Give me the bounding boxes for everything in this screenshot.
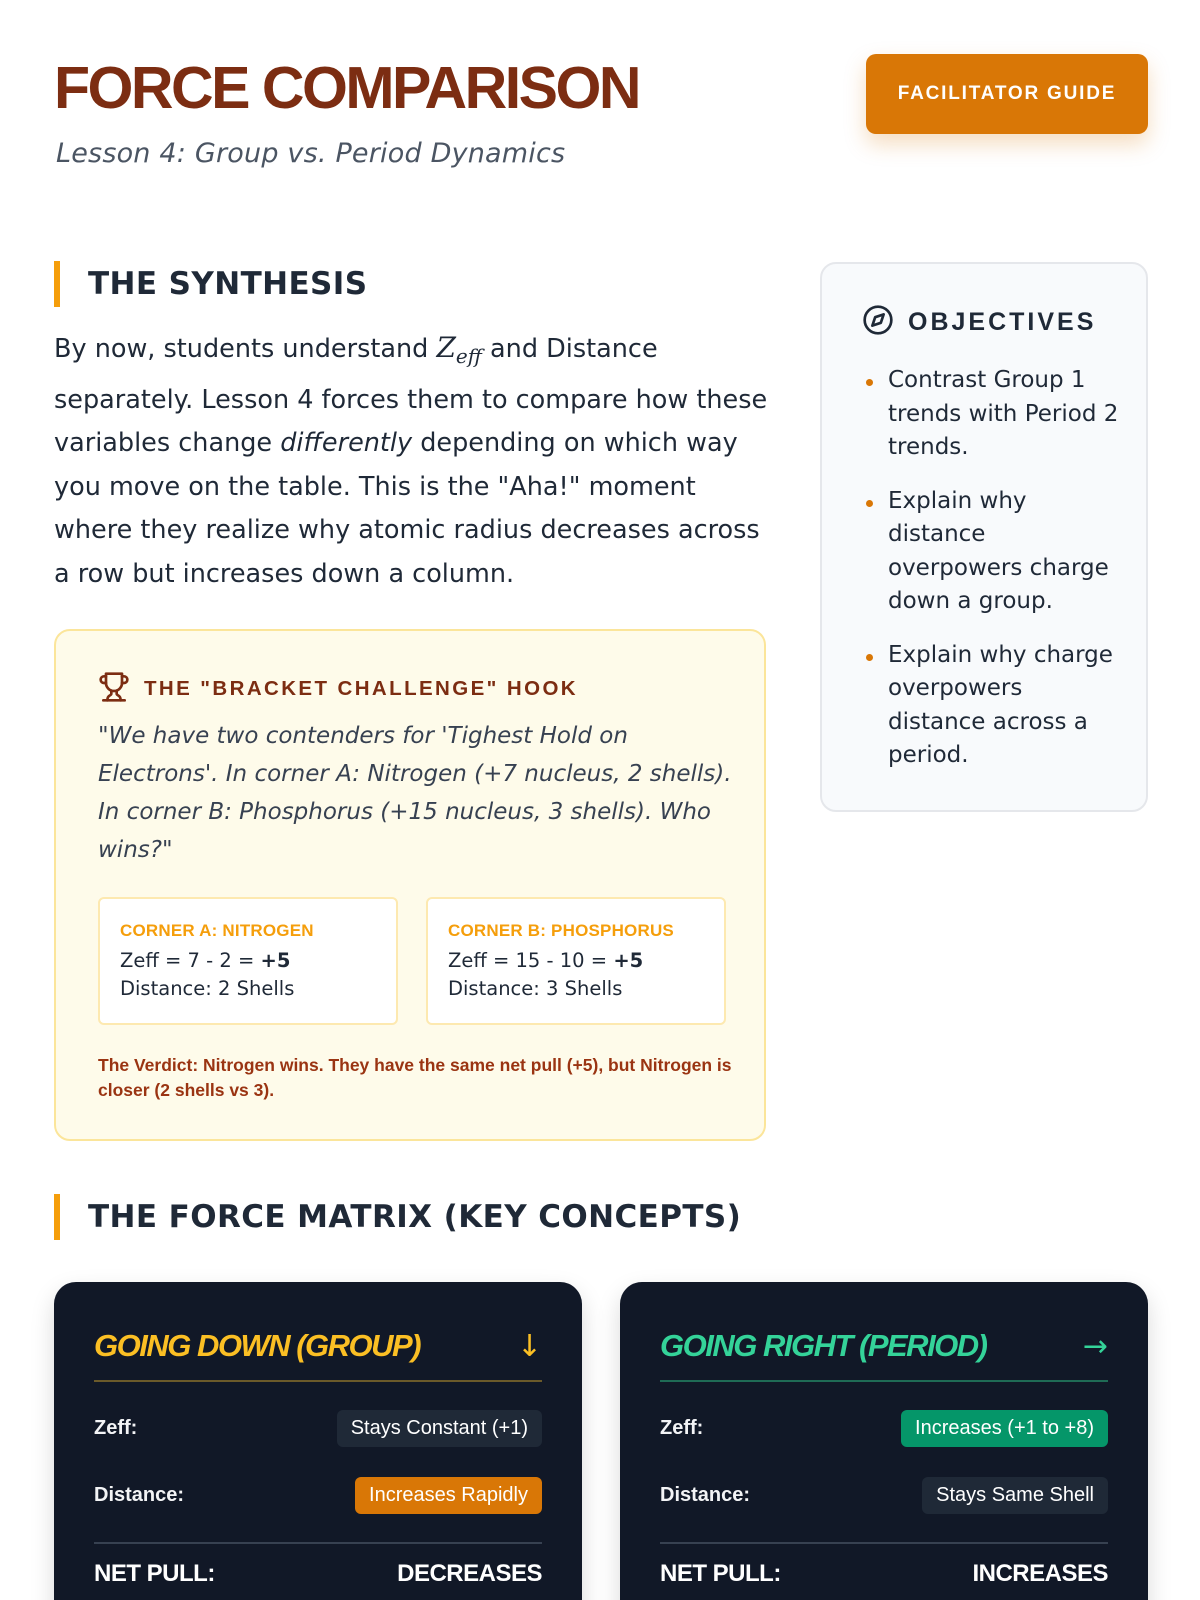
corner-b-zeff-value: +5 [613, 949, 644, 972]
distance-label: Distance: [94, 1483, 185, 1506]
objectives-title: OBJECTIVES [908, 307, 1097, 336]
going-right-zeff-row [660, 1408, 1108, 1448]
page-header [54, 52, 1148, 182]
corner-a-distance: Distance: 2 Shells [120, 977, 295, 1000]
net-pull-label: NET PULL: [94, 1560, 215, 1587]
bracket-challenge-card [54, 629, 766, 1141]
compass-icon [862, 304, 894, 340]
page-title: FORCE COMPARISON [54, 55, 639, 121]
corner-a-zeff-formula: Zeff = 7 - 2 = [120, 949, 255, 972]
distance-badge: Stays Same Shell [922, 1477, 1108, 1514]
going-right-card [620, 1282, 1148, 1600]
corner-b-label: CORNER B: PHOSPHORUS [448, 921, 674, 940]
arrow-right-icon: → [1082, 1328, 1108, 1364]
corner-a-label: CORNER A: NITROGEN [120, 921, 314, 940]
divider [94, 1542, 542, 1544]
divider [660, 1542, 1108, 1544]
objective-item: Explain why charge overpowers distance across a period. [866, 639, 1126, 773]
zeff-label: Zeff: [94, 1416, 138, 1439]
synthesis-paragraph [54, 326, 774, 596]
force-matrix-heading: THE FORCE MATRIX (KEY CONCEPTS) [54, 1194, 741, 1240]
synthesis-text-end: depending on which way you move on the table. This is the "Aha!" moment where they realize why atomic radius decreases across a row but increases down a column. [54, 428, 760, 589]
distance-label: Distance: [660, 1483, 751, 1506]
going-right-distance-row [660, 1475, 1108, 1515]
zeff-subscript: eff [455, 344, 482, 368]
synthesis-text-mid: and Distance separately. Lesson 4 forces them to compare how these variables change [54, 334, 768, 458]
divider [660, 1380, 1108, 1382]
zeff-symbol [436, 331, 482, 368]
objective-item: Contrast Group 1 trends with Period 2 trends. [866, 364, 1126, 465]
going-down-net-row [94, 1554, 542, 1594]
zeff-badge: Stays Constant (+1) [337, 1410, 542, 1447]
net-pull-value: INCREASES [972, 1560, 1108, 1587]
facilitator-guide-button[interactable]: FACILITATOR GUIDE [866, 54, 1148, 134]
going-down-header [94, 1308, 542, 1384]
going-right-title: GOING RIGHT (PERIOD) [660, 1328, 987, 1363]
zeff-badge: Increases (+1 to +8) [901, 1410, 1108, 1447]
corner-b-zeff [448, 947, 704, 975]
net-pull-value: DECREASES [397, 1560, 542, 1587]
hook-quote: "We have two contenders for 'Tighest Hold on Electrons'. In corner A: Nitrogen (+7 nucleus, 2 shells). In corner B: Phosphorus (+15 nucleus, 3 shells). Who wins?" [98, 723, 732, 863]
synthesis-text-emphasis: differently [280, 428, 413, 458]
going-right-header [660, 1308, 1108, 1384]
going-down-title: GOING DOWN (GROUP) [94, 1328, 421, 1363]
hook-title: THE "BRACKET CHALLENGE" HOOK [144, 677, 578, 700]
going-down-card [54, 1282, 582, 1600]
going-right-net-row [660, 1554, 1108, 1594]
corner-b-card [426, 897, 726, 1025]
corner-a-card [98, 897, 398, 1025]
synthesis-text-intro: By now, students understand [54, 334, 429, 364]
corner-a-zeff [120, 947, 376, 975]
corner-a-zeff-value: +5 [260, 949, 291, 972]
going-down-distance-row [94, 1475, 542, 1515]
zeff-base: Z [436, 331, 456, 364]
going-down-zeff-row [94, 1408, 542, 1448]
divider [94, 1380, 542, 1382]
arrow-down-icon: ↓ [516, 1328, 542, 1364]
synthesis-heading: THE SYNTHESIS [54, 261, 367, 307]
net-pull-label: NET PULL: [660, 1560, 781, 1587]
objectives-card [820, 262, 1148, 812]
objectives-list [866, 364, 1126, 793]
distance-badge: Increases Rapidly [355, 1477, 542, 1514]
hook-verdict: The Verdict: Nitrogen wins. They have the same net pull (+5), but Nitrogen is closer (2 shells vs 3). [98, 1055, 732, 1100]
corner-b-zeff-formula: Zeff = 15 - 10 = [448, 949, 608, 972]
corner-b-distance: Distance: 3 Shells [448, 977, 623, 1000]
hook-header [98, 671, 578, 707]
objective-item: Explain why distance overpowers charge down a group. [866, 485, 1126, 619]
zeff-label: Zeff: [660, 1416, 704, 1439]
page-subtitle: Lesson 4: Group vs. Period Dynamics [56, 138, 566, 169]
trophy-icon [98, 671, 130, 707]
objectives-header [862, 304, 1096, 340]
